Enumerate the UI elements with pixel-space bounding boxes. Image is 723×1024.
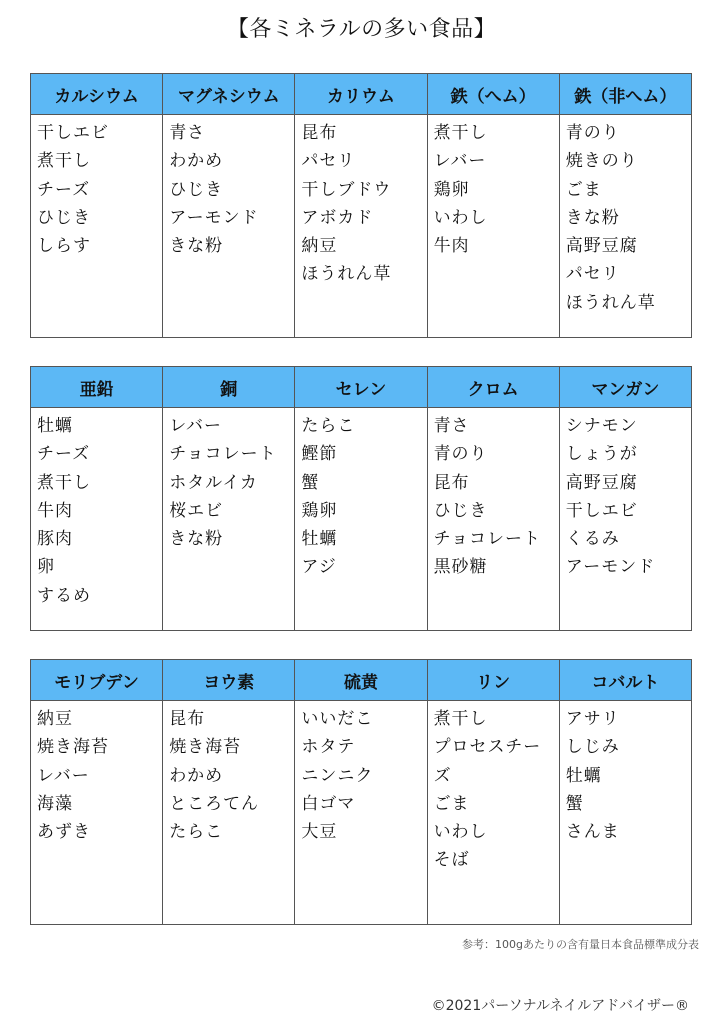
food-item: 大豆 xyxy=(301,822,338,843)
food-item: くるみ xyxy=(565,529,620,550)
food-item: チーズ xyxy=(37,179,91,200)
food-item: パセリ xyxy=(565,264,620,285)
column-header: カリウム xyxy=(295,74,427,115)
column-header: リン xyxy=(427,660,559,701)
food-item: あずき xyxy=(37,822,91,843)
food-cell xyxy=(163,115,295,338)
food-cell xyxy=(427,701,559,925)
food-cell xyxy=(31,115,163,338)
mineral-table-3 xyxy=(30,659,692,925)
food-item: アサリ xyxy=(565,709,620,729)
food-item: 焼きのり xyxy=(565,151,638,172)
food-cell xyxy=(559,408,691,631)
food-cell xyxy=(295,701,427,925)
copyright-notice: ©2021パーソナルネイルアドバイザー® xyxy=(431,998,689,1014)
food-item: 高野豆腐 xyxy=(565,472,638,493)
mineral-table-1 xyxy=(30,73,692,338)
food-item: 青さ xyxy=(169,123,206,143)
food-list xyxy=(169,119,294,260)
column-header: 鉄（非へム） xyxy=(559,74,691,115)
food-item: 牡蠣 xyxy=(565,765,602,786)
food-item: 昆布 xyxy=(433,472,470,493)
food-item: さんま xyxy=(565,822,620,843)
food-item: 干しエビ xyxy=(37,123,109,143)
food-item: 蟹 xyxy=(301,472,320,493)
food-item: 黒砂糖 xyxy=(433,557,488,578)
food-list xyxy=(434,705,559,875)
food-item: パセリ xyxy=(301,151,356,172)
food-list xyxy=(301,119,426,289)
food-cell xyxy=(295,115,427,338)
food-item: 牛肉 xyxy=(37,500,73,521)
food-item: ほうれん草 xyxy=(565,292,656,313)
food-item: 白ゴマ xyxy=(301,793,356,814)
column-header: コバルト xyxy=(559,660,691,701)
food-item: きな粉 xyxy=(169,236,224,257)
food-item: わかめ xyxy=(169,151,224,172)
food-item: しょうが xyxy=(565,444,638,465)
column-header: 亜鉛 xyxy=(31,367,163,408)
food-item: レバー xyxy=(169,416,222,436)
food-list xyxy=(37,705,162,846)
food-list xyxy=(434,412,559,582)
food-list xyxy=(169,705,294,846)
food-item: 煮干し xyxy=(37,472,91,493)
page-title: 【各ミネラルの多い食品】 xyxy=(226,17,497,42)
food-item: アボカド xyxy=(301,207,374,228)
food-cell xyxy=(559,115,691,338)
food-list xyxy=(434,119,559,260)
food-list xyxy=(37,119,162,260)
food-item: アーモンド xyxy=(565,557,656,578)
food-item: たらこ xyxy=(169,822,224,843)
reference-note: 参考：100gあたりの含有量日本食品標準成分表 xyxy=(462,938,699,951)
food-cell xyxy=(163,701,295,925)
food-item: 桜エビ xyxy=(169,500,224,521)
column-header: 銅 xyxy=(163,367,295,408)
food-item: レバー xyxy=(433,151,487,172)
food-item: ホタルイカ xyxy=(169,472,258,493)
food-item: きな粉 xyxy=(169,529,224,550)
column-header: モリブデン xyxy=(31,660,163,701)
food-item: チョコレート xyxy=(433,529,542,550)
food-item: 昆布 xyxy=(301,123,338,143)
food-item: 卵 xyxy=(37,557,55,578)
food-item: 牡蠣 xyxy=(37,416,73,436)
column-header: 硫黄 xyxy=(295,660,427,701)
food-cell xyxy=(163,408,295,631)
food-item: 納豆 xyxy=(37,709,73,729)
column-header: マンガン xyxy=(559,367,691,408)
food-cell xyxy=(427,408,559,631)
food-item: 青さ xyxy=(433,416,470,436)
food-item: プロセスチーズ xyxy=(433,737,542,786)
food-item: 牡蠣 xyxy=(301,529,338,550)
food-item: チーズ xyxy=(37,444,91,465)
food-item: しじみ xyxy=(565,737,620,758)
food-list xyxy=(37,412,162,610)
food-item: レバー xyxy=(37,765,90,786)
food-cell xyxy=(31,408,163,631)
food-cell xyxy=(559,701,691,925)
header-row xyxy=(31,367,692,408)
food-item: 干しエビ xyxy=(565,500,638,521)
food-item: ほうれん草 xyxy=(301,264,392,285)
food-item: ニンニク xyxy=(301,765,374,786)
food-row xyxy=(31,115,692,338)
food-item: いわし xyxy=(433,822,488,843)
food-item: 納豆 xyxy=(301,236,338,257)
food-list xyxy=(301,705,426,846)
food-row xyxy=(31,701,692,925)
food-item: 青のり xyxy=(433,444,488,465)
food-item: 鰹節 xyxy=(301,444,338,465)
food-item: 海藻 xyxy=(37,793,73,814)
food-item: ホタテ xyxy=(301,737,356,758)
food-item: するめ xyxy=(37,585,91,606)
food-cell xyxy=(31,701,163,925)
food-list xyxy=(169,412,294,553)
header-row xyxy=(31,74,692,115)
food-item: ごま xyxy=(565,179,602,200)
food-row xyxy=(31,408,692,631)
column-header: セレン xyxy=(295,367,427,408)
food-item: きな粉 xyxy=(565,207,620,228)
mineral-table-2 xyxy=(30,366,692,631)
food-cell xyxy=(295,408,427,631)
food-item: わかめ xyxy=(169,765,224,786)
food-item: ところてん xyxy=(169,793,260,814)
food-item: アジ xyxy=(301,557,337,578)
food-item: 牛肉 xyxy=(433,236,470,257)
food-list xyxy=(566,119,691,317)
food-item: 昆布 xyxy=(169,709,206,729)
food-item: 蟹 xyxy=(565,793,584,814)
food-list xyxy=(566,412,691,582)
food-item: ひじき xyxy=(169,179,224,200)
food-item: 煮干し xyxy=(433,709,488,729)
column-header: クロム xyxy=(427,367,559,408)
food-item: 鶏卵 xyxy=(301,500,338,521)
food-item: アーモンド xyxy=(169,207,259,228)
food-item: 青のり xyxy=(565,123,620,143)
food-item: 干しブドウ xyxy=(301,179,392,200)
food-item: いわし xyxy=(433,207,488,228)
food-item: たらこ xyxy=(301,416,356,436)
food-item: 煮干し xyxy=(433,123,488,143)
food-item: いいだこ xyxy=(301,709,374,729)
column-header: 鉄（へム） xyxy=(427,74,559,115)
food-item: 煮干し xyxy=(37,151,91,172)
food-item: ごま xyxy=(433,793,470,814)
column-header: カルシウム xyxy=(31,74,163,115)
food-cell xyxy=(427,115,559,338)
food-item: ひじき xyxy=(37,207,91,228)
food-item: 高野豆腐 xyxy=(565,236,638,257)
food-item: シナモン xyxy=(565,416,638,436)
food-item: 鶏卵 xyxy=(433,179,470,200)
food-item: ひじき xyxy=(433,500,488,521)
column-header: ヨウ素 xyxy=(163,660,295,701)
food-item: そば xyxy=(433,850,470,871)
food-item: 焼き海苔 xyxy=(37,737,109,758)
column-header: マグネシウム xyxy=(163,74,295,115)
food-list xyxy=(566,705,691,846)
food-item: 豚肉 xyxy=(37,529,73,550)
food-item: 焼き海苔 xyxy=(169,737,242,758)
food-item: しらす xyxy=(37,236,91,257)
header-row xyxy=(31,660,692,701)
food-list xyxy=(301,412,426,582)
food-item: チョコレート xyxy=(169,444,277,465)
